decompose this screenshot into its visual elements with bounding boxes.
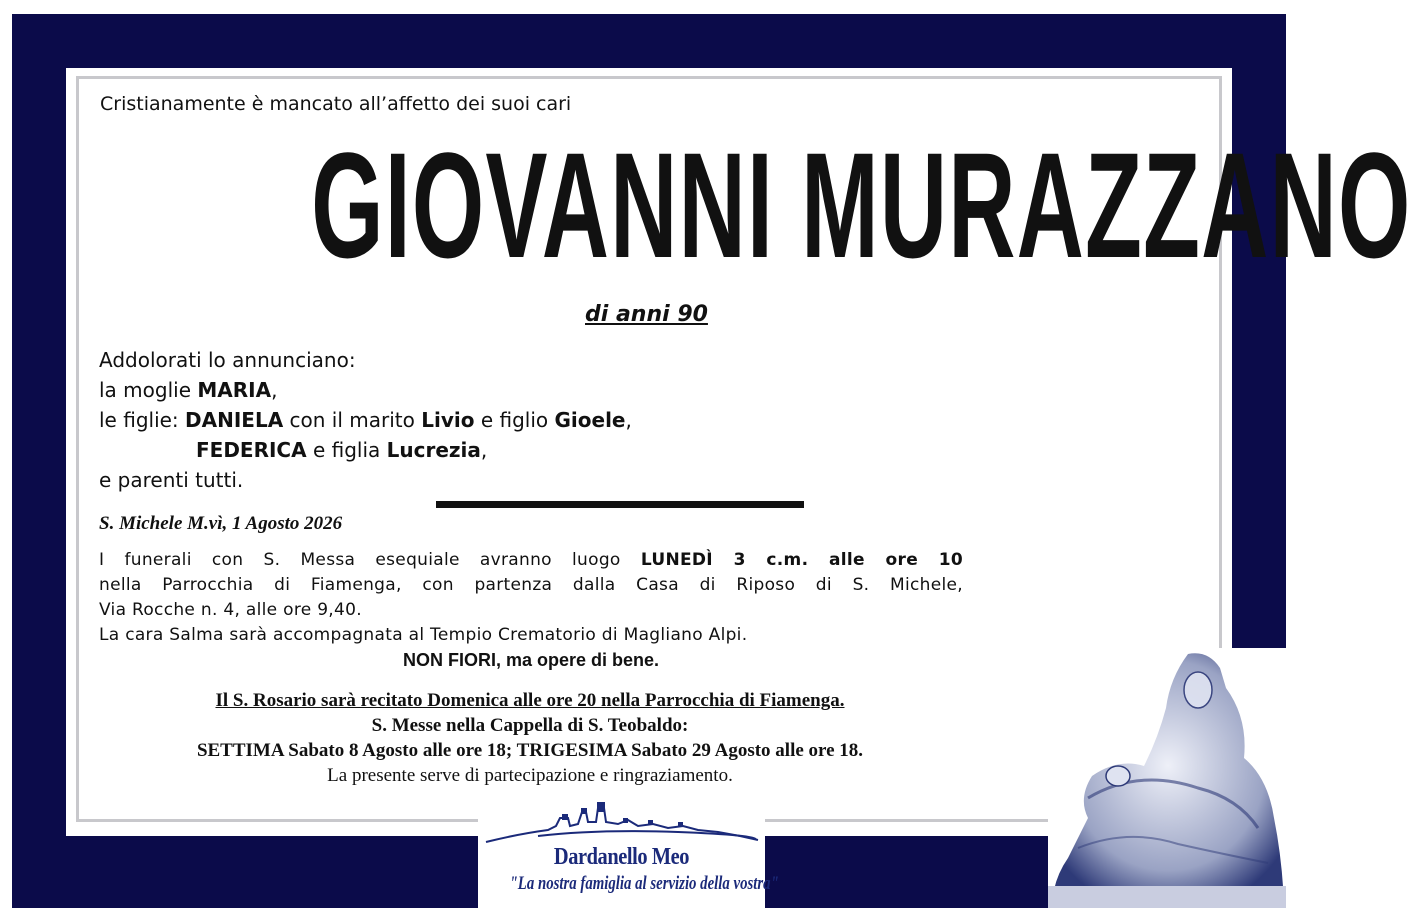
relative-name: Livio — [421, 408, 475, 432]
daughter-name: DANIELA — [185, 408, 284, 432]
thanks-line: La presente serve di partecipazione e ringraziamento. — [327, 765, 733, 786]
funeral-line — [99, 548, 963, 573]
announce-text: e figlia — [306, 438, 387, 462]
no-flowers-note: NON FIORI, ma opere di bene. — [402, 650, 660, 670]
logo-slogan: "La nostra famiglia al servizio della vostra" — [509, 873, 779, 894]
intro-text: Cristianamente è mancato all’affetto dei suoi cari — [100, 93, 572, 115]
funeral-details — [99, 548, 963, 648]
announce-daughter2-line — [99, 435, 632, 465]
masses-title: S. Messe nella Cappella di S. Teobaldo: — [371, 715, 689, 736]
funeral-line: Via Rocche n. 4, alle ore 9,40. — [99, 600, 362, 620]
wife-name: MARIA — [197, 378, 272, 402]
masses-detail: SETTIMA Sabato 8 Agosto alle ore 18; TRIGESIMA Sabato 29 Agosto alle ore 18. — [196, 740, 864, 761]
announce-text: con il marito — [283, 408, 422, 432]
daughter-name: FEDERICA — [196, 438, 307, 462]
funeral-line: nella Parrocchia di Fiamenga, con partenza dalla Casa di Riposo di S. Michele, — [99, 575, 963, 595]
announce-line: Addolorati lo annunciano: — [99, 348, 356, 372]
pieta-statue-icon — [1048, 648, 1286, 908]
announce-text: , — [480, 438, 488, 462]
deceased-name: GIOVANNI MURAZZANO — [311, 121, 1412, 289]
age-text: di anni 90 — [585, 302, 708, 327]
mass-info — [80, 688, 980, 788]
announce-text: , — [271, 378, 278, 402]
announce-text: le figlie: — [99, 408, 186, 432]
announce-text: , — [625, 408, 632, 432]
rosary-line: Il S. Rosario sarà recitato Domenica alle ore 20 nella Parrocchia di Fiamenga. — [215, 690, 845, 711]
announce-closing: e parenti tutti. — [99, 468, 244, 492]
funeral-text: I funerali con S. Messa esequiale avranno luogo — [99, 550, 641, 570]
announce-text: e figlio — [474, 408, 555, 432]
town-skyline-icon — [478, 796, 765, 846]
divider-rule — [436, 501, 804, 508]
relative-name: Gioele — [554, 408, 626, 432]
funeral-datetime: LUNEDÌ 3 c.m. alle ore 10 — [640, 550, 963, 570]
place-date: S. Michele M.vì, 1 Agosto 2026 — [99, 513, 343, 534]
funeral-line: La cara Salma sarà accompagnata al Tempio Crematorio di Magliano Alpi. — [99, 625, 748, 645]
announce-text: la moglie — [99, 378, 198, 402]
relative-name: Lucrezia — [386, 438, 481, 462]
logo-name: Dardanello Meo — [553, 844, 690, 870]
pieta-image — [1048, 648, 1286, 908]
announcement-block — [99, 345, 632, 495]
announce-wife-line — [99, 375, 632, 405]
announce-daughter1-line — [99, 405, 632, 435]
